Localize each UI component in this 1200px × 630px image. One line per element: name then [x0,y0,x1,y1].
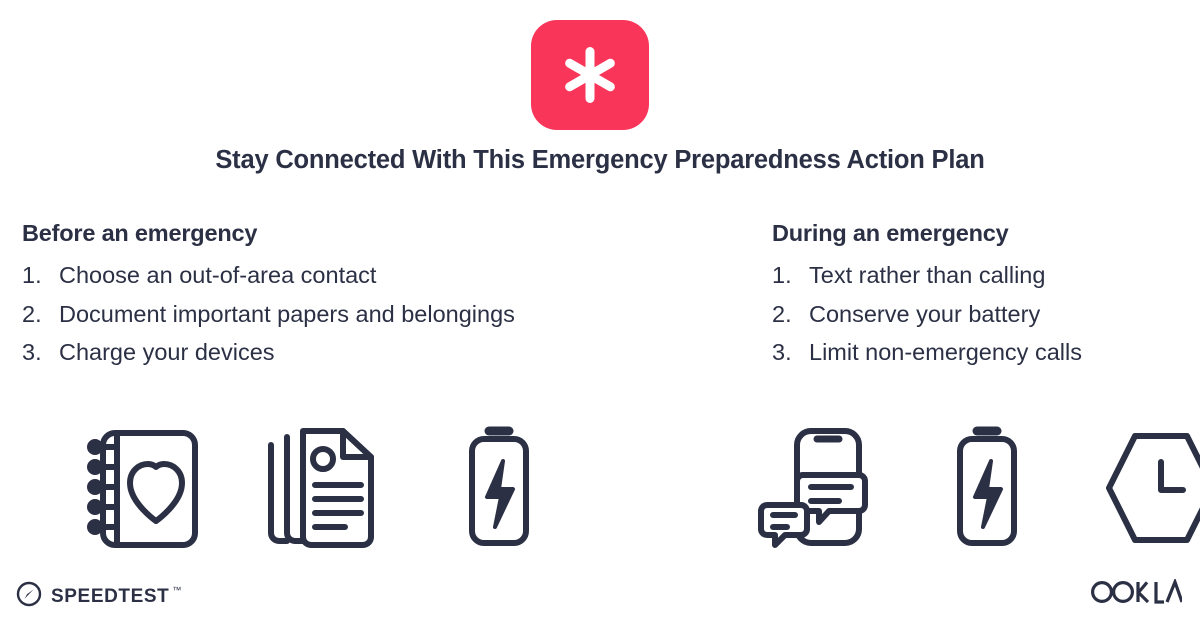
steps-list-during [772,256,1192,372]
battery-charging-icon [454,423,544,553]
list-item: Charge your devices [59,339,275,365]
notebook-heart-icon [83,423,203,553]
column-during-emergency [772,220,1192,372]
ookla-logo-icon [1090,579,1182,610]
phone-text-message-icon [753,423,873,553]
list-item: Document important papers and belongings [59,300,515,327]
icon-cell [748,418,878,558]
icon-cell [78,418,208,558]
column-heading-during: During an emergency [772,220,1009,246]
asterisk-icon [560,45,620,105]
battery-charging-icon [942,423,1032,553]
icon-cell [256,418,386,558]
documents-stack-icon [261,423,381,553]
column-heading-before: Before an emergency [22,220,258,246]
list-item: Choose an out-of-area contact [59,262,377,288]
steps-list-before [22,256,742,372]
speedtest-trademark: ™ [172,585,182,595]
page-title: Stay Connected With This Emergency Preparedness Action Plan [215,146,985,174]
ookla-logo [1090,579,1182,610]
speedtest-wordmark: SPEEDTEST [51,585,170,607]
speedtest-logo [16,581,181,612]
emergency-badge [531,20,649,130]
list-item: Text rather than calling [809,262,1046,288]
icon-row-during [748,418,1200,558]
list-item: Limit non-emergency calls [809,339,1082,365]
icon-row-before [78,418,564,558]
clock-hexagon-icon [1099,426,1200,550]
speedtest-gauge-icon [16,581,42,612]
icon-cell [434,418,564,558]
icon-cell [922,418,1052,558]
list-item: Conserve your battery [809,300,1041,327]
icon-cell [1096,418,1200,558]
column-before-emergency [22,220,742,372]
